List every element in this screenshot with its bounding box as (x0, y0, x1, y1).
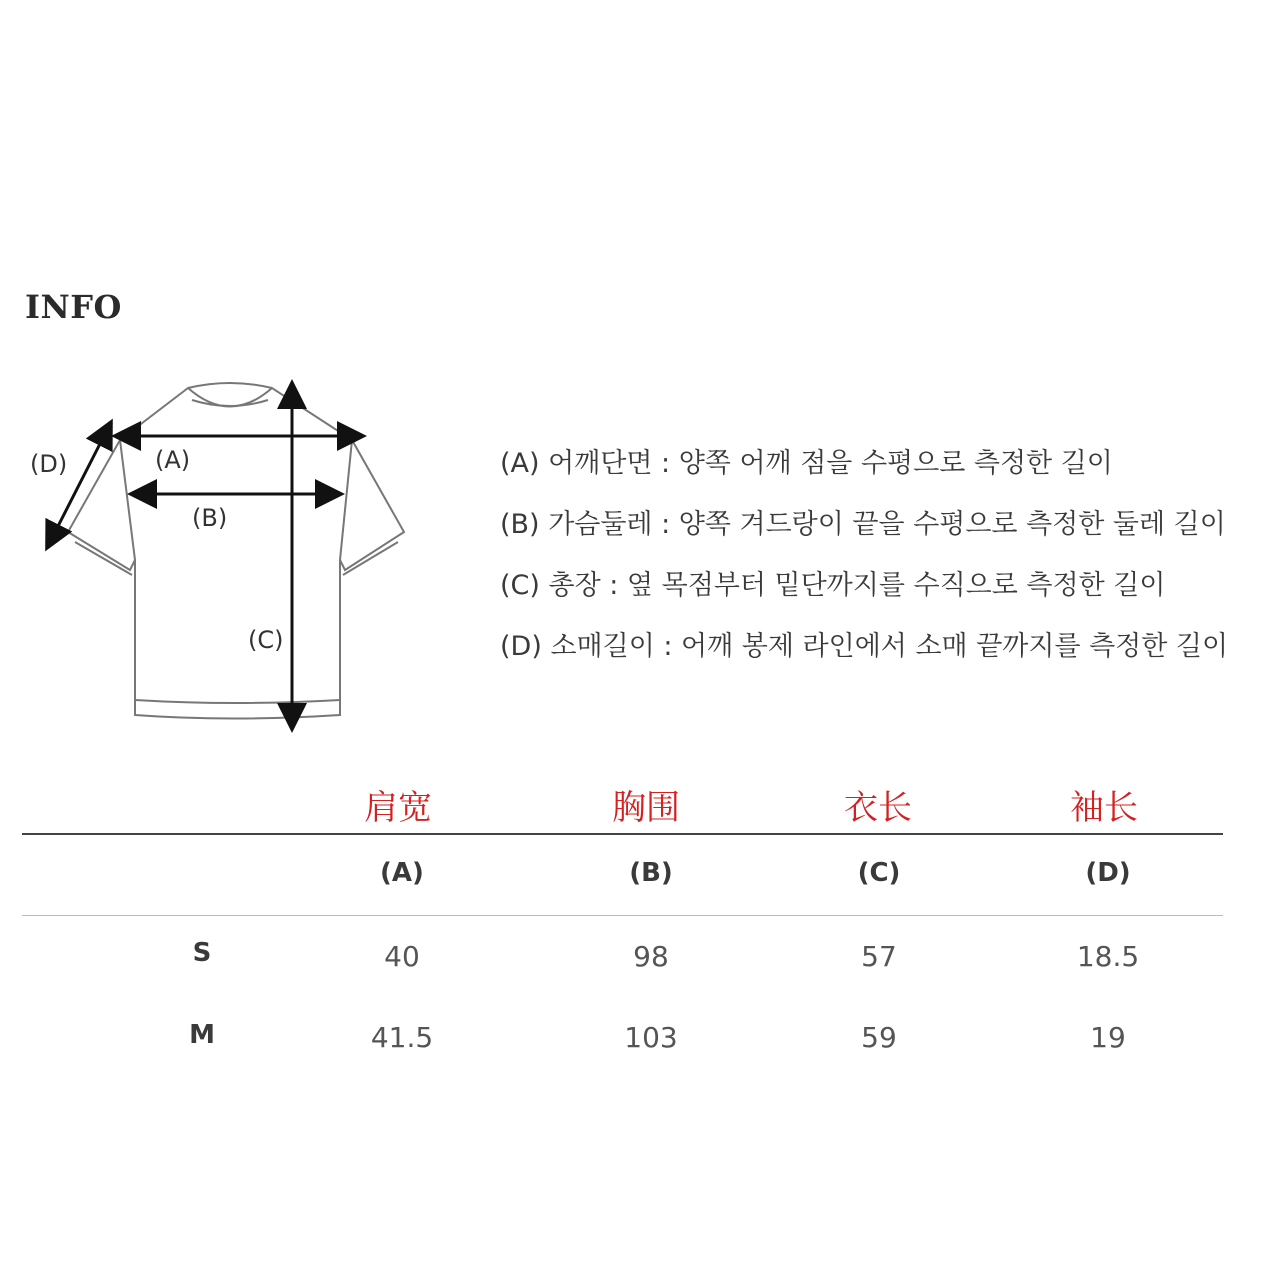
cell-m-c: 59 (861, 1021, 897, 1054)
header-key-a: (A) (380, 858, 424, 888)
cell-m-d: 19 (1090, 1021, 1126, 1054)
header-length-cn: 衣长 (844, 788, 912, 828)
header-key-b: (B) (629, 858, 673, 888)
description-d: (D) 소매길이 : 어깨 봉제 라인에서 소매 끝까지를 측정한 길이 (500, 631, 1229, 662)
cell-m-a: 41.5 (370, 1021, 434, 1054)
description-c: (C) 총장 : 옆 목점부터 밑단까지를 수직으로 측정한 길이 (500, 570, 1166, 601)
diagram-label-d: (D) (30, 450, 68, 478)
table-header-rule (22, 915, 1223, 916)
measurement-descriptions (500, 440, 1260, 684)
header-sleeve-cn: 袖长 (1070, 788, 1138, 828)
cell-m-b: 103 (624, 1021, 678, 1054)
diagram-label-c: (C) (248, 626, 284, 654)
description-a: (A) 어깨단면 : 양쪽 어깨 점을 수평으로 측정한 길이 (500, 448, 1113, 479)
row-size-m: M (189, 1020, 215, 1050)
cell-s-b: 98 (633, 940, 669, 973)
header-shoulder-cn: 肩宽 (364, 788, 432, 828)
cell-s-d: 18.5 (1076, 940, 1140, 973)
header-key-c: (C) (857, 858, 901, 888)
diagram-label-a: (A) (155, 446, 191, 474)
row-size-s: S (192, 938, 212, 968)
page-title: INFO (25, 288, 122, 326)
cell-s-c: 57 (861, 940, 897, 973)
cell-s-a: 40 (384, 940, 420, 973)
header-key-d: (D) (1085, 858, 1131, 888)
description-b: (B) 가슴둘레 : 양쪽 겨드랑이 끝을 수평으로 측정한 둘레 길이 (500, 509, 1226, 540)
table-top-rule (22, 833, 1223, 835)
diagram-label-b: (B) (192, 504, 228, 532)
header-chest-cn: 胸围 (612, 788, 680, 828)
tshirt-diagram (0, 360, 440, 740)
